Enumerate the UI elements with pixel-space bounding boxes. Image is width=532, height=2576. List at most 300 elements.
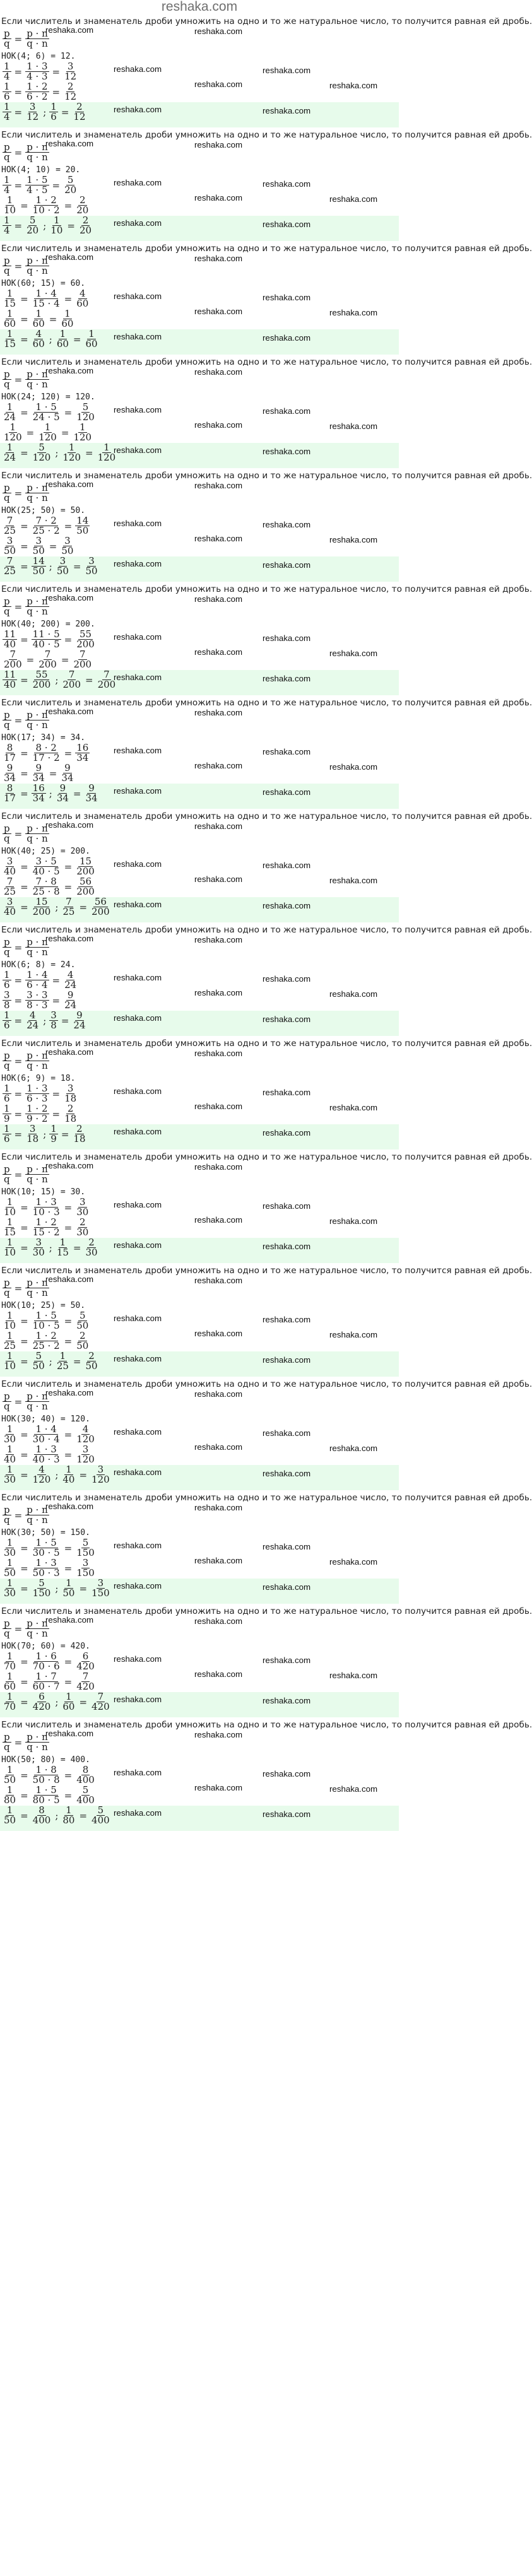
fraction [3, 897, 17, 917]
watermark: reshaka.com [194, 708, 243, 717]
denominator: 40 [4, 1454, 16, 1465]
exercise-block [0, 582, 532, 695]
equals-sign: = [73, 333, 81, 345]
numerator: 9 [64, 762, 71, 773]
numerator: 16 [32, 782, 45, 794]
numerator: 2 [79, 194, 86, 206]
watermark: reshaka.com [263, 406, 311, 416]
watermark: reshaka.com [194, 1669, 243, 1679]
denominator: 400 [92, 1814, 110, 1826]
equals-sign: = [64, 747, 73, 759]
numerator: p · n [27, 482, 48, 493]
denominator: 25 [4, 1340, 16, 1351]
numerator: 1 · 2 [27, 1103, 48, 1114]
fraction [3, 1165, 11, 1184]
fraction [3, 1672, 17, 1691]
watermark: reshaka.com [194, 1730, 243, 1739]
equals-sign: = [20, 540, 28, 552]
exercise-block [0, 1150, 532, 1263]
fraction [75, 289, 90, 309]
fraction [49, 1124, 58, 1144]
fraction [56, 1238, 70, 1257]
answer-line [0, 443, 399, 468]
denominator: 40 [62, 1474, 75, 1485]
rule-text: Если числитель и знаменатель дроби умножить на одно и то же натуральное число, то получится равная ей дробь. [1, 1720, 532, 1730]
numerator: p · n [27, 1277, 48, 1288]
denominator: 24 [27, 1020, 39, 1031]
fraction [25, 970, 49, 990]
denominator: 10 [4, 1360, 16, 1372]
fraction [56, 556, 70, 576]
equals-sign: = [20, 881, 28, 893]
numerator: p · n [27, 596, 48, 607]
equals-sign: = [20, 1449, 28, 1461]
watermark: reshaka.com [263, 1469, 311, 1478]
numerator: 1 · 8 [35, 1764, 57, 1775]
fraction [85, 329, 99, 349]
watermark: reshaka.com [45, 479, 94, 489]
denominator: 17 [4, 752, 16, 763]
numerator: 1 [79, 421, 86, 433]
equals-sign: = [20, 313, 28, 325]
numerator: 1 [88, 328, 95, 339]
equals-sign: = [73, 560, 81, 572]
fraction [3, 1124, 11, 1144]
second-conversion [0, 309, 399, 329]
second-conversion [0, 1104, 399, 1124]
formula-line [0, 593, 399, 617]
fraction [3, 1806, 17, 1825]
fraction [3, 102, 11, 122]
fraction [32, 1538, 61, 1558]
lcm-line [0, 163, 399, 175]
formula-line [0, 707, 399, 731]
numerator: p · n [27, 1618, 48, 1629]
lcm-label: НОК(10; 15) = 30. [1, 1187, 86, 1197]
denominator: 12 [64, 91, 77, 102]
separator: ; [55, 1582, 59, 1594]
numerator: 3 [82, 1444, 89, 1455]
fraction [3, 82, 11, 102]
numerator: 8 [6, 782, 13, 794]
second-conversion [0, 1558, 399, 1579]
numerator: 1 [35, 308, 42, 319]
formula-line [0, 25, 399, 49]
numerator: 1 [54, 215, 60, 226]
denominator: q [4, 265, 10, 276]
watermark: reshaka.com [45, 1047, 94, 1057]
lcm-line [0, 617, 399, 630]
fraction [25, 102, 40, 122]
formula-line [0, 252, 399, 276]
fraction [32, 536, 46, 556]
exercise-block [0, 809, 532, 922]
watermark: reshaka.com [114, 1654, 162, 1664]
fraction [75, 630, 96, 649]
denominator: 15 · 2 [32, 1226, 60, 1238]
watermark: reshaka.com [263, 1128, 311, 1138]
denominator: 50 [56, 565, 69, 577]
second-conversion [0, 647, 399, 670]
fraction [75, 857, 96, 876]
equals-sign: = [14, 1623, 23, 1635]
fraction [61, 670, 82, 690]
fraction [25, 1084, 49, 1103]
fraction [32, 784, 46, 803]
denominator: 10 · 5 [32, 1320, 60, 1331]
denominator: 15 [4, 1226, 16, 1238]
fraction [3, 1084, 11, 1103]
watermark: reshaka.com [45, 1502, 94, 1511]
numerator: 7 [9, 649, 16, 660]
fraction [32, 630, 61, 649]
denominator: 120 [4, 432, 22, 443]
numerator: 1 [50, 101, 57, 112]
fraction [72, 1011, 86, 1030]
equals-sign: = [14, 179, 23, 191]
denominator: 24 [4, 411, 16, 423]
equals-sign: = [64, 1221, 73, 1233]
equals-sign: = [20, 1221, 28, 1233]
fraction [3, 857, 17, 876]
denominator: 120 [32, 1474, 51, 1485]
equals-sign: = [64, 1676, 73, 1688]
lcm-label: НОК(25; 50) = 50. [1, 506, 86, 515]
rule-text: Если числитель и знаменатель дроби умножить на одно и то же натуральное число, то получится равная ей дробь. [1, 244, 532, 254]
denominator: 60 [62, 1701, 75, 1712]
denominator: 34 [85, 792, 98, 804]
fraction [72, 1124, 86, 1144]
equals-sign: = [14, 1088, 23, 1100]
watermark: reshaka.com [45, 934, 94, 943]
denominator: 30 [4, 1587, 16, 1599]
numerator: p · n [27, 1731, 48, 1743]
equals-sign: = [20, 633, 28, 645]
equals-sign: = [61, 106, 69, 118]
formula-line [0, 934, 399, 958]
numerator: 1 [44, 421, 51, 433]
watermark: reshaka.com [263, 106, 311, 115]
equals-sign: = [61, 426, 69, 438]
numerator: 6 [82, 1650, 89, 1662]
fraction [3, 1425, 17, 1444]
equals-sign: = [20, 1315, 28, 1327]
denominator: 400 [76, 1794, 95, 1806]
denominator: q · n [27, 492, 48, 503]
denominator: 25 [4, 565, 16, 577]
watermark: reshaka.com [45, 252, 94, 262]
numerator: 1 [6, 1577, 13, 1589]
watermark: reshaka.com [114, 1240, 162, 1250]
numerator: 1 [9, 421, 16, 433]
denominator: 60 [4, 1681, 16, 1692]
equals-sign: = [20, 447, 28, 459]
watermark: reshaka.com [329, 535, 378, 544]
denominator: 200 [32, 906, 51, 917]
numerator: 8 [82, 1764, 89, 1775]
watermark: reshaka.com [194, 821, 243, 831]
denominator: 200 [92, 906, 110, 917]
denominator: 120 [76, 1454, 95, 1465]
numerator: 1 [6, 1216, 13, 1228]
equals-sign: = [49, 313, 57, 325]
lcm-line [0, 1753, 399, 1765]
denominator: 6 · 3 [27, 1093, 48, 1104]
fraction [32, 196, 61, 215]
watermark: reshaka.com [194, 935, 243, 944]
numerator: 2 [79, 1330, 86, 1341]
equals-sign: = [20, 767, 28, 779]
denominator: 6 [4, 979, 10, 991]
denominator: 4 · 3 [27, 71, 48, 82]
fraction [75, 516, 90, 536]
exercise-block [0, 127, 532, 241]
watermark: reshaka.com [194, 1049, 243, 1058]
numerator: 1 [66, 1691, 72, 1702]
numerator: 4 [79, 288, 86, 299]
formula-line [0, 1615, 399, 1639]
denominator: 150 [76, 1547, 95, 1558]
equals-sign: = [14, 994, 23, 1006]
numerator: p · n [27, 141, 48, 153]
fraction [32, 1311, 61, 1331]
denominator: q [4, 379, 10, 390]
fraction [85, 1238, 99, 1257]
denominator: 30 [4, 1474, 16, 1485]
fraction [75, 196, 90, 215]
denominator: q · n [27, 151, 48, 163]
fraction [25, 991, 49, 1010]
watermark: reshaka.com [263, 1201, 311, 1211]
denominator: 420 [76, 1661, 95, 1672]
denominator: 40 [4, 866, 16, 877]
fraction [75, 1785, 96, 1805]
rule-text: Если числитель и знаменатель дроби умножить на одно и то же натуральное число, то получится равная ей дробь. [1, 471, 532, 481]
fraction [32, 897, 52, 917]
rule-text: Если числитель и знаменатель дроби умножить на одно и то же натуральное число, то получится равная ей дробь. [1, 1606, 532, 1616]
watermark: reshaka.com [263, 1015, 311, 1024]
watermark: reshaka.com [329, 194, 378, 204]
numerator: 4 [38, 1464, 45, 1475]
numerator: 1 [4, 1009, 10, 1021]
numerator: 1 [59, 1350, 66, 1362]
watermark: reshaka.com [45, 820, 94, 830]
numerator: p [4, 368, 10, 380]
watermark: reshaka.com [263, 1428, 311, 1438]
denominator: q [4, 151, 10, 163]
fraction [75, 1445, 96, 1464]
lcm-line [0, 844, 399, 857]
fraction [25, 175, 49, 195]
watermark: reshaka.com [263, 674, 311, 683]
denominator: 40 · 3 [32, 1454, 60, 1465]
numerator: 3 [79, 1196, 86, 1208]
numerator: 1 [6, 194, 13, 206]
denominator: 120 [32, 452, 51, 463]
denominator: 150 [92, 1587, 110, 1599]
denominator: 10 [50, 225, 63, 236]
watermark: reshaka.com [194, 647, 243, 657]
fraction [3, 443, 17, 462]
watermark: reshaka.com [194, 1389, 243, 1399]
numerator: 1 [6, 308, 13, 319]
watermark: reshaka.com [114, 291, 162, 301]
denominator: 80 [62, 1814, 75, 1826]
fraction [3, 650, 23, 669]
denominator: 50 [32, 545, 45, 556]
numerator: 3 [29, 101, 36, 112]
fraction [3, 763, 17, 783]
denominator: 15 [56, 1247, 69, 1258]
exercise-block [0, 355, 532, 468]
second-conversion [0, 1442, 399, 1465]
denominator: q [4, 1741, 10, 1753]
denominator: q · n [27, 1741, 48, 1753]
site-header[interactable]: reshaka.com [161, 0, 238, 14]
numerator: 1 · 3 [27, 61, 48, 72]
fraction [3, 1051, 11, 1071]
denominator: 25 · 8 [32, 886, 60, 897]
exercise-block [0, 1263, 532, 1377]
equals-sign: = [61, 1015, 69, 1026]
rule-text: Если числитель и знаменатель дроби умножить на одно и то же натуральное число, то получится равная ей дробь. [1, 357, 532, 367]
denominator: 120 [73, 432, 92, 443]
watermark: reshaka.com [45, 139, 94, 148]
equals-sign: = [64, 1428, 73, 1440]
numerator: 8 [38, 1804, 45, 1816]
watermark: reshaka.com [45, 1615, 94, 1625]
denominator: 50 [85, 1360, 98, 1372]
rule-text: Если числитель и знаменатель дроби умножить на одно и то же натуральное число, то получится равная ей дробь. [1, 811, 532, 821]
rule-text: Если числитель и знаменатель дроби умножить на одно и то же натуральное число, то получится равная ей дробь. [1, 1379, 532, 1389]
numerator: 1 [50, 1123, 57, 1134]
solution-document [0, 14, 532, 1831]
fraction [32, 1652, 61, 1671]
fraction [85, 556, 99, 576]
fraction [75, 1311, 90, 1331]
denominator: q [4, 946, 10, 958]
denominator: q [4, 1514, 10, 1526]
answer-line [0, 1351, 399, 1377]
numerator: 15 [79, 856, 92, 867]
fraction [75, 1197, 90, 1217]
fraction [25, 1011, 40, 1030]
denominator: 6 [4, 1133, 10, 1144]
numerator: 1 · 5 [35, 1310, 57, 1321]
numerator: 14 [32, 555, 45, 567]
denominator: q [4, 1060, 10, 1071]
numerator: 2 [67, 81, 74, 92]
watermark: reshaka.com [329, 649, 378, 658]
numerator: 1 [6, 1784, 13, 1796]
watermark: reshaka.com [114, 673, 162, 682]
numerator: p [4, 28, 10, 39]
denominator: 70 · 6 [32, 1661, 60, 1672]
numerator: 11 · 5 [32, 628, 60, 640]
watermark: reshaka.com [263, 1315, 311, 1324]
numerator: 1 [6, 1237, 13, 1248]
answer-line [0, 102, 399, 127]
exercise-block [0, 695, 532, 809]
denominator: 34 [32, 772, 45, 784]
numerator: 6 [38, 1691, 45, 1702]
equals-sign: = [20, 1542, 28, 1554]
denominator: 30 [4, 1433, 16, 1445]
denominator: 400 [32, 1814, 51, 1826]
equals-sign: = [52, 1088, 61, 1100]
denominator: 200 [97, 679, 116, 690]
watermark: reshaka.com [263, 333, 311, 343]
watermark: reshaka.com [263, 66, 311, 75]
denominator: 60 [4, 318, 16, 329]
fraction [61, 443, 82, 462]
answer-line [0, 1806, 399, 1831]
denominator: 9 [4, 1113, 10, 1124]
fraction [3, 1392, 11, 1411]
denominator: 24 [73, 1020, 86, 1031]
denominator: q [4, 719, 10, 731]
lcm-line [0, 1071, 399, 1084]
equals-sign: = [20, 1242, 28, 1254]
numerator: p · n [27, 823, 48, 834]
fraction [32, 329, 46, 349]
fraction [85, 784, 99, 803]
numerator: 3 · 3 [27, 989, 48, 1001]
denominator: 20 [79, 225, 92, 236]
equals-sign: = [67, 220, 75, 232]
denominator: 50 [61, 545, 74, 556]
numerator: 1 [6, 1557, 13, 1568]
lcm-line [0, 1639, 399, 1652]
numerator: 1 · 4 [35, 1423, 57, 1435]
equals-sign: = [73, 1355, 81, 1367]
denominator: 200 [4, 659, 22, 670]
fraction [75, 1538, 96, 1558]
denominator: 200 [62, 679, 81, 690]
formula-line [0, 1047, 399, 1071]
formula-line [0, 1388, 399, 1412]
fraction [3, 1445, 17, 1464]
equals-sign: = [14, 1509, 23, 1521]
equals-sign: = [64, 1562, 73, 1574]
numerator: 1 [6, 1671, 13, 1682]
numerator: 1 [6, 1310, 13, 1321]
numerator: 1 [6, 1350, 13, 1362]
equals-sign: = [64, 406, 73, 418]
watermark: reshaka.com [114, 1467, 162, 1477]
lcm-label: НОК(40; 25) = 200. [1, 847, 90, 856]
denominator: 120 [38, 432, 57, 443]
watermark: reshaka.com [194, 761, 243, 770]
equals-sign: = [64, 199, 73, 211]
equals-sign: = [20, 333, 28, 345]
fraction [32, 743, 61, 763]
equals-sign: = [52, 974, 61, 986]
denominator: q [4, 1287, 10, 1298]
second-conversion [0, 536, 399, 556]
numerator: 55 [79, 628, 92, 640]
watermark: reshaka.com [329, 989, 378, 999]
fraction [56, 329, 70, 349]
denominator: 120 [92, 1474, 110, 1485]
watermark: reshaka.com [114, 1768, 162, 1777]
fraction [63, 1104, 78, 1124]
denominator: 50 [76, 525, 89, 536]
denominator: 400 [76, 1774, 95, 1785]
equals-sign: = [79, 1469, 88, 1481]
equals-sign: = [14, 1282, 23, 1294]
numerator: 1 [6, 328, 13, 339]
